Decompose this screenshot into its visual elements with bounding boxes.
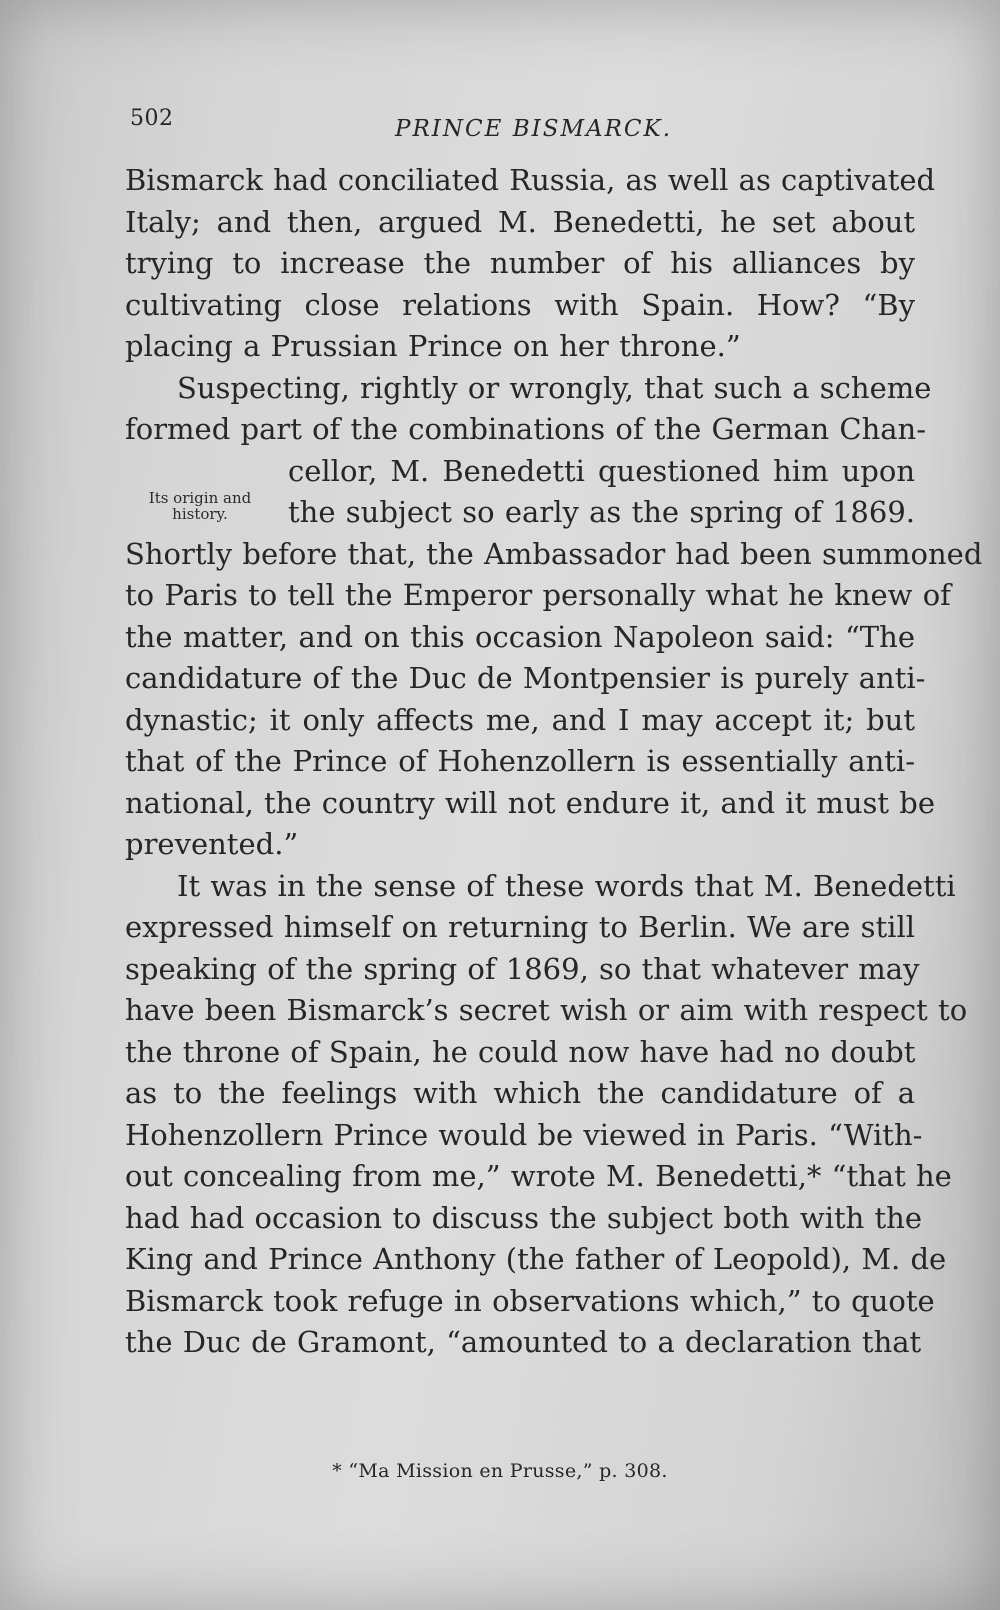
text-line: expressed himself on returning to Berlin. We are still bbox=[125, 910, 915, 944]
page-number: 502 bbox=[130, 106, 174, 131]
body-text bbox=[125, 160, 983, 1364]
text-line: Hohenzollern Prince would be viewed in Paris. “With- bbox=[125, 1117, 923, 1152]
page-header bbox=[130, 106, 930, 146]
text-line: as to the feelings with which the candidature of a bbox=[125, 1076, 915, 1110]
text-line: the matter, and on this occasion Napoleon said: “The bbox=[125, 619, 915, 654]
text-line: candidature of the Duc de Montpensier is purely anti- bbox=[125, 661, 926, 695]
running-title: PRINCE BISMARCK. bbox=[395, 116, 673, 142]
margin-note: Its origin and history. bbox=[148, 489, 252, 523]
footnote: * “Ma Mission en Prusse,” p. 308. bbox=[332, 1460, 668, 1482]
text-line: cellor, M. Benedetti questioned him upon bbox=[288, 453, 915, 488]
text-line: speaking of the spring of 1869, so that whatever may bbox=[125, 951, 920, 986]
text-line: Bismarck had conciliated Russia, as well as captivated bbox=[125, 163, 936, 197]
text-line: the subject so early as the spring of 1869. bbox=[288, 495, 915, 529]
text-line: had had occasion to discuss the subject both with the bbox=[125, 1200, 923, 1235]
text-line: prevented.” bbox=[125, 827, 299, 861]
text-line: out concealing from me,” wrote M. Benedetti,* “that he bbox=[125, 1159, 952, 1193]
text-line: the throne of Spain, he could now have had no doubt bbox=[125, 1034, 916, 1069]
text-line: King and Prince Anthony (the father of Leopold), M. de bbox=[125, 1242, 947, 1276]
text-line: the Duc de Gramont, “amounted to a declaration that bbox=[125, 1325, 922, 1359]
text-line: trying to increase the number of his alliances by bbox=[125, 246, 915, 280]
text-line: Shortly before that, the Ambassador had been summoned bbox=[125, 536, 983, 571]
text-line: that of the Prince of Hohenzollern is essentially anti- bbox=[125, 744, 915, 778]
text-line: dynastic; it only affects me, and I may accept it; but bbox=[125, 702, 915, 737]
text-line: formed part of the combinations of the German Chan- bbox=[125, 412, 927, 446]
text-line: national, the country will not endure it, and it must be bbox=[125, 785, 936, 820]
text-line: to Paris to tell the Emperor personally what he knew of bbox=[125, 578, 951, 612]
text-line: placing a Prussian Prince on her throne.” bbox=[125, 329, 741, 363]
text-line: Italy; and then, argued M. Benedetti, he set about bbox=[125, 204, 915, 239]
paragraph-start-line: It was in the sense of these words that M. Benedetti bbox=[177, 868, 956, 903]
text-line: cultivating close relations with Spain. How? “By bbox=[125, 287, 915, 322]
text-line: have been Bismarck’s secret wish or aim with respect to bbox=[125, 993, 968, 1027]
paragraph-start-line: Suspecting, rightly or wrongly, that such a scheme bbox=[177, 370, 932, 405]
text-line: Bismarck took refuge in observations which,” to quote bbox=[125, 1283, 935, 1318]
